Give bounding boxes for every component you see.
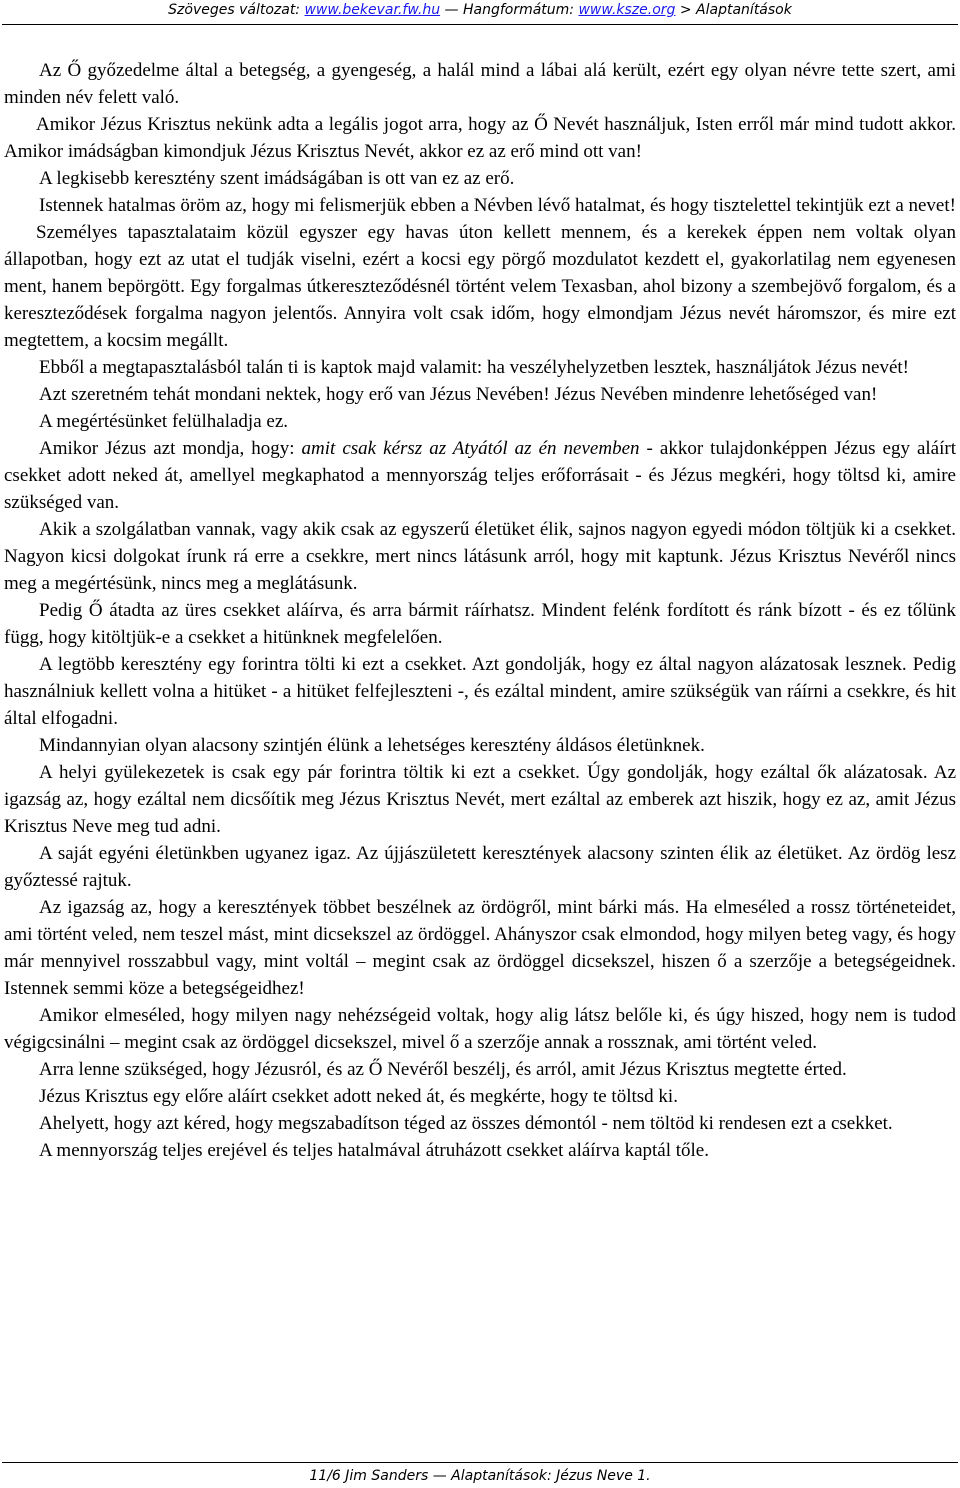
- paragraph: A legkisebb keresztény szent imádságában is ott van ez az erő.: [39, 168, 515, 189]
- paragraph: A megértésünket felülhaladja ez.: [39, 411, 289, 432]
- paragraph: A saját egyéni életünkben ugyanez igaz. Az újjászületett keresztények alacsony szinten élik az életüket. Az ördög lesz győztessé rajtuk.: [4, 843, 956, 891]
- paragraph: A legtöbb keresztény egy forintra tölti ki ezt a csekket. Azt gondolják, hogy ez által nagyon alázatosak lesznek. Pedig használniuk kellett volna a hitüket - a hitüket felfejleszteni -, és ezáltal mindent, amire szükségük van ráírni a csekkre, és hit által elfogadni.: [4, 654, 956, 729]
- paragraph: Arra lenne szükséged, hogy Jézusról, és az Ő Nevéről beszélj, és arról, amit Jézus Krisztus megtette érted.: [39, 1059, 847, 1080]
- paragraph: Jézus Krisztus egy előre aláírt csekket adott neked át, és megkérte, hogy te töltsd ki.: [39, 1086, 678, 1107]
- paragraph-text: - akkor tulajdonképpen Jézus egy aláírt csekket adott neked át, amellyel megkaphatod a mennyország teljes erőforrásait - és Jézus megkéri, hogy töltsd ki, amire szükséged van.: [4, 438, 956, 513]
- paragraph: Azt szeretném tehát mondani nektek, hogy erő van Jézus Nevében! Jézus Nevében mindenre lehetőséged van!: [39, 384, 878, 405]
- paragraph: Amikor elmeséled, hogy milyen nagy nehézségeid voltak, hogy alig látsz belőle ki, és úgy hiszed, hogy nem is tudod végigcsinálni – megint csak az ördöggel dicsekszel, mivel ő a szerzője annak a rossznak, ami történt veled.: [4, 1005, 956, 1053]
- page-footer: 11/6 Jim Sanders — Alaptanítások: Jézus Neve 1.: [309, 1468, 651, 1484]
- header-suffix: > Alaptanítások: [675, 2, 792, 18]
- header-middle: — Hangformátum:: [440, 2, 579, 18]
- header-divider: [2, 24, 958, 25]
- paragraph: A helyi gyülekezetek is csak egy pár forintra töltik ki ezt a csekket. Úgy gondolják, hogy ezáltal ők alázatosak. Az igazság az, hogy ezáltal nem dicsőítik meg Jézus Krisztus Nevét, mert ezáltal az emberek azt hiszik, hogy ez az, amit Jézus Krisztus Neve meg tud adni.: [4, 762, 956, 837]
- header-prefix: Szöveges változat:: [168, 2, 305, 18]
- paragraph: Mindannyian olyan alacsony szintjén élünk a lehetséges keresztény áldásos életünknek.: [39, 735, 705, 756]
- page-header: [0, 2, 960, 18]
- quote-italic: amit csak kérsz az Atyától az én nevemben: [301, 438, 640, 459]
- paragraph: Amikor Jézus Krisztus nekünk adta a legális jogot arra, hogy az Ő Nevét használjuk, Isten erről már mind tudott akkor. Amikor imádságban kimondjuk Jézus Krisztus Nevét, akkor ez az erő mind ott van!: [4, 114, 956, 162]
- paragraph: Személyes tapasztalataim közül egyszer egy havas úton kellett mennem, és a kerekek éppen nem voltak olyan állapotban, hogy ezt az utat el tudják viselni, ezért a kocsi egy pörgő mozdulatot kezdett el, gyakorlatilag nem egyenesen ment, hanem bepörgött. Egy forgalmas útkereszteződésnél történt velem Texasban, ahol bizony a szembejövő forgalom, és a kereszteződések forgalma nagyon jelentős. Annyira volt csak időm, hogy elmondjam Jézus nevét háromszor, és mire ezt megtettem, a kocsim megállt.: [4, 222, 956, 351]
- footer-divider: [2, 1462, 958, 1463]
- paragraph: Istennek hatalmas öröm az, hogy mi felismerjük ebben a Névben lévő hatalmat, és hogy tisztelettel tekintjük ezt a nevet!: [39, 195, 956, 216]
- paragraph: A mennyország teljes erejével és teljes hatalmával átruházott csekket aláírva kaptál tőle.: [39, 1140, 709, 1161]
- ksze-link[interactable]: www.ksze.org: [578, 2, 676, 18]
- paragraph: Az Ő győzedelme által a betegség, a gyengeség, a halál mind a lábai alá került, ezért egy olyan névre tette szert, ami minden név felett való.: [4, 60, 956, 108]
- document-body: [4, 57, 956, 1164]
- paragraph: Pedig Ő átadta az üres csekket aláírva, és arra bármit ráírhatsz. Mindent felénk fordított és ránk bízott - és ez tőlünk függ, hogy kitöltjük-e a csekket a hitünknek megfelelően.: [4, 600, 956, 648]
- paragraph: Ahelyett, hogy azt kéred, hogy megszabadítson téged az összes démontól - nem töltöd ki rendesen ezt a csekket.: [39, 1113, 893, 1134]
- paragraph: Az igazság az, hogy a keresztények többet beszélnek az ördögről, mint bárki más. Ha elmeséled a rossz történeteidet, ami történt veled, nem teszel mást, mint dicsekszel az ördöggel. Ahányszor csak elmondod, hogy milyen beteg vagy, és hogy már mennyivel rosszabbul vagy, mint voltál – megint csak az ördöggel dicsekszel, hiszen ő a szerzője a betegségeidnek. Istennek semmi köze a betegségeidhez!: [4, 897, 956, 999]
- bekevar-link[interactable]: www.bekevar.fw.hu: [304, 2, 441, 18]
- paragraph: Ebből a megtapasztalásból talán ti is kaptok majd valamit: ha veszélyhelyzetben lesztek, használjátok Jézus nevét!: [39, 357, 910, 378]
- paragraph: [4, 435, 956, 516]
- paragraph-text: Amikor Jézus azt mondja, hogy:: [39, 438, 302, 459]
- paragraph: Akik a szolgálatban vannak, vagy akik csak az egyszerű életüket élik, sajnos nagyon egyedi módon töltjük ki a csekket. Nagyon kicsi dolgokat írunk rá erre a csekkre, mert nincs látásunk arról, hogy mit kaptunk. Jézus Krisztus Nevéről nincs meg a megértésünk, nincs meg a meglátásunk.: [4, 519, 956, 594]
